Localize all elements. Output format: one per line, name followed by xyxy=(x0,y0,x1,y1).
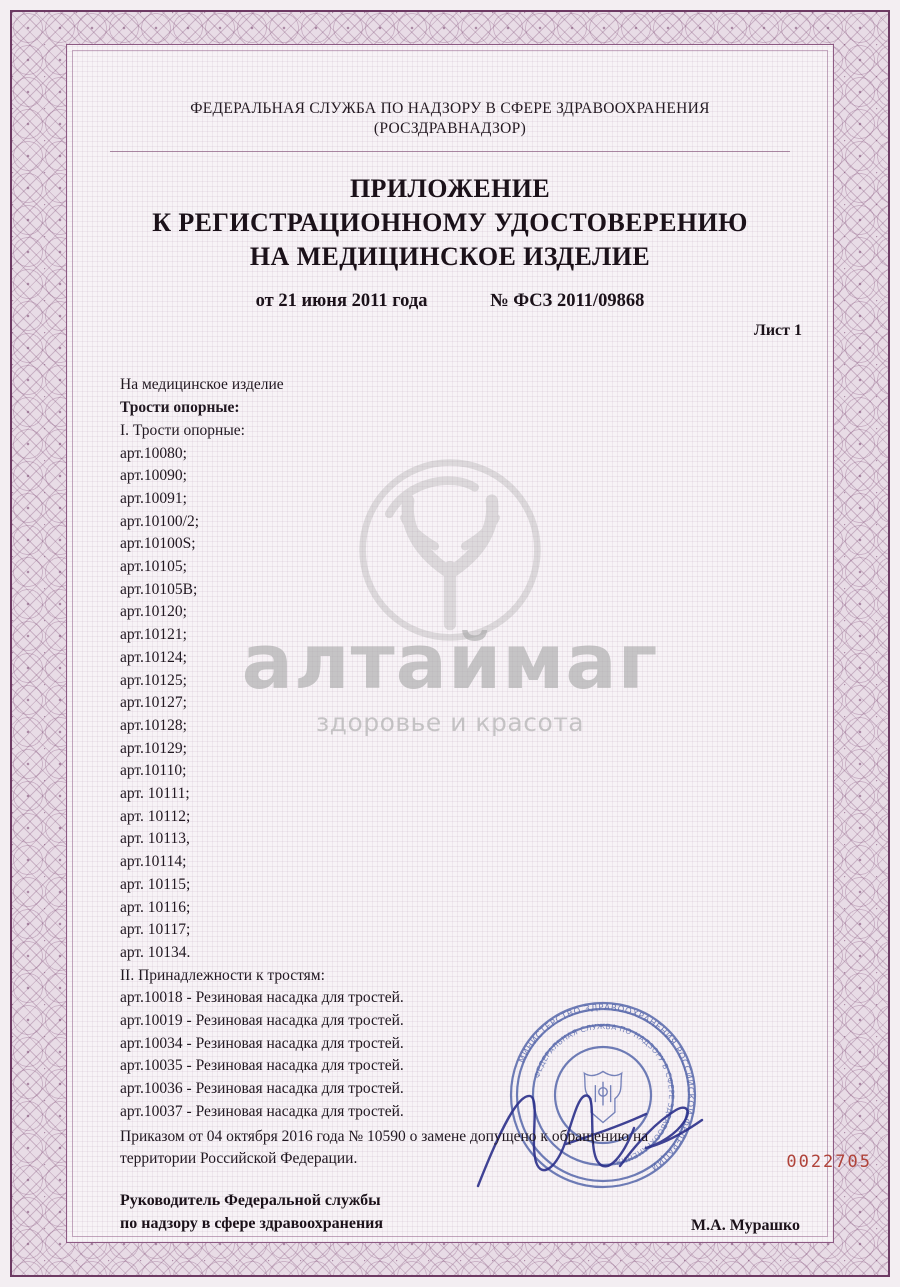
list-item: арт. 10113, xyxy=(120,830,190,848)
signature-block xyxy=(72,1189,828,1235)
order-note-line-1: Приказом от 04 октября 2016 года № 10590 о замене допущено к обращению на xyxy=(120,1127,649,1145)
svg-text:ФЕДЕРАЛЬНАЯ СЛУЖБА ПО НАДЗОРУ: ФЕДЕРАЛЬНАЯ СЛУЖБА ПО НАДЗОРУ В СФЕРЕ ЗДРАВООХРАНЕНИЯ xyxy=(532,1021,677,1167)
list-item: арт.10129; xyxy=(120,739,187,757)
list-item: арт.10124; xyxy=(120,648,187,666)
list-item: арт. 10112; xyxy=(120,807,191,825)
section-2-title: II. Принадлежности к тростям: xyxy=(120,966,325,984)
svg-text:МИНИСТЕРСТВО ЗДРАВООХРАНЕНИЯ Р: МИНИСТЕРСТВО ЗДРАВООХРАНЕНИЯ РОССИЙСКОЙ ФЕДЕРАЦИИ xyxy=(517,1002,696,1172)
document-identity xyxy=(72,291,828,312)
list-item: арт.10036 - Резиновая насадка для тростей. xyxy=(120,1080,404,1098)
list-item: арт.10018 - Резиновая насадка для тростей. xyxy=(120,989,404,1007)
list-item: арт.10125; xyxy=(120,671,187,689)
title-line-3: НА МЕДИЦИНСКОЕ ИЗДЕЛИЕ xyxy=(249,241,651,271)
serial-number: 0022705 xyxy=(786,1152,872,1172)
device-list-block xyxy=(72,374,828,1170)
issuing-authority xyxy=(72,100,828,138)
list-item: арт.10035 - Резиновая насадка для тростей. xyxy=(120,1057,404,1075)
list-item: арт. 10115; xyxy=(120,875,191,893)
registration-number: № ФСЗ 2011/09868 xyxy=(490,291,645,312)
issue-date: от 21 июня 2011 года xyxy=(255,291,428,312)
list-item: арт. 10116; xyxy=(120,898,191,916)
title-line-1: ПРИЛОЖЕНИЕ xyxy=(349,174,551,203)
list-item: арт.10114; xyxy=(120,853,187,871)
list-item: арт. 10134. xyxy=(120,943,191,961)
list-item: арт.10091; xyxy=(120,489,187,507)
signatory-title-line-2: по надзору в сфере здравоохранения xyxy=(120,1214,384,1232)
list-item: арт.10100/2; xyxy=(120,512,200,530)
list-item: арт.10105B; xyxy=(120,580,198,598)
authority-line-2: (РОСЗДРАВНАДЗОР) xyxy=(373,120,527,137)
list-item: арт.10121; xyxy=(120,626,187,644)
list-item: арт.10090; xyxy=(120,467,187,485)
title-line-2: К РЕГИСТРАЦИОННОМУ УДОСТОВЕРЕНИЮ xyxy=(152,207,748,237)
signer-name: М.А. Мурашко xyxy=(691,1216,800,1234)
order-note-line-2: территории Российской Федерации. xyxy=(120,1150,358,1168)
list-item: арт.10110; xyxy=(120,762,187,780)
list-item: арт.10080; xyxy=(120,444,187,462)
list-item: арт.10100S; xyxy=(120,535,196,553)
article-list xyxy=(120,443,828,965)
list-item: арт. 10111; xyxy=(120,785,190,803)
list-item: арт.10019 - Резиновая насадка для тростей. xyxy=(120,1012,404,1030)
list-item: арт.10127; xyxy=(120,694,187,712)
authority-line-1: ФЕДЕРАЛЬНАЯ СЛУЖБА ПО НАДЗОРУ В СФЕРЕ ЗДРАВООХРАНЕНИЯ xyxy=(190,100,710,117)
header-divider xyxy=(110,151,790,152)
list-item: арт.10034 - Резиновая насадка для тростей. xyxy=(120,1034,404,1052)
intro-text: На медицинское изделие xyxy=(120,376,284,394)
watermark-brand: алтаймаг xyxy=(241,617,659,706)
list-item: арт. 10117; xyxy=(120,921,191,939)
list-item: арт.10105; xyxy=(120,558,187,576)
order-note xyxy=(120,1126,828,1171)
accessory-list xyxy=(120,987,828,1123)
document-content xyxy=(72,50,828,1237)
signatory-title-line-1: Руководитель Федеральной службы xyxy=(120,1191,381,1209)
section-1-title: I. Трости опорные: xyxy=(120,421,245,439)
page-title xyxy=(72,172,828,273)
watermark-tagline: здоровье и красота xyxy=(315,708,585,737)
product-name: Трости опорные: xyxy=(120,399,240,417)
sheet-number: Лист 1 xyxy=(753,322,802,340)
list-item: арт.10120; xyxy=(120,603,187,621)
list-item: арт.10128; xyxy=(120,716,187,734)
list-item: арт.10037 - Резиновая насадка для тростей. xyxy=(120,1102,404,1120)
